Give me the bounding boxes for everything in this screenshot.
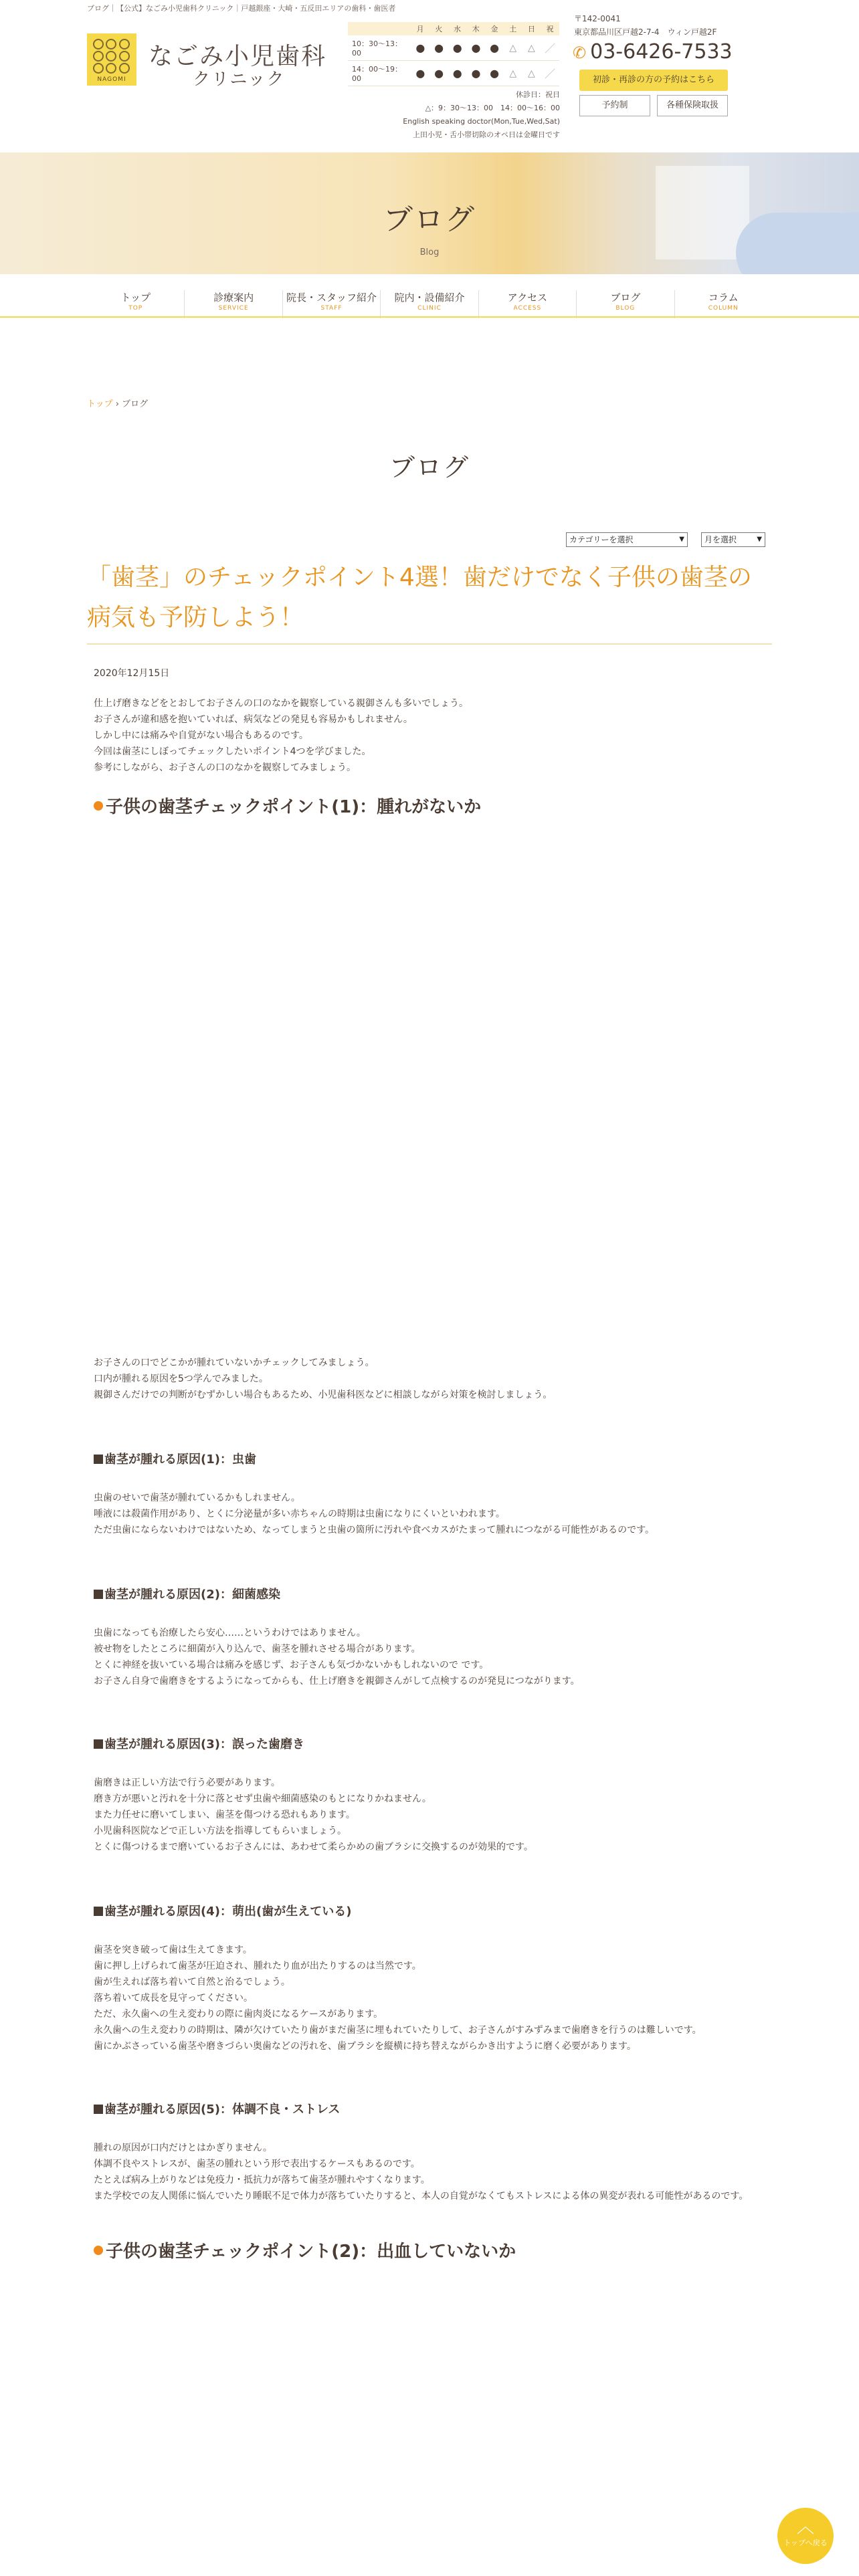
nav-item-clinic[interactable] (381, 290, 478, 318)
subsection-heading (94, 1735, 304, 1752)
text-line: お子さん自身で歯磨きをするようになってからも、仕上げ磨きを親御さんがして点検するのが発見につながります。 (94, 1676, 580, 1687)
partial-mark: △ (528, 42, 535, 53)
subsection-heading-text: 歯茎が腫れる原因(3)：誤った歯磨き (104, 1737, 304, 1751)
text-line: 虫歯のせいで歯茎が腫れているかもしれません。 (94, 1493, 300, 1503)
closed-mark: ／ (545, 68, 556, 80)
open-mark: ● (490, 41, 500, 54)
open-mark: ● (434, 67, 444, 80)
text-line: 仕上げ磨きなどをとおしてお子さんの口のなかを観察している親御さんも多いでしょう。 (94, 698, 468, 709)
text-line: 虫歯になっても治療したら安心……というわけではありません。 (94, 1628, 366, 1638)
site-title-strip: ブログ｜【公式】なごみ小児歯科クリニック｜戸越銀座・大崎・五反田エリアの歯科・歯医者 (87, 4, 396, 13)
text-line: 今回は歯茎にしぼってチェックしたいポイント4つを学びました。 (94, 746, 371, 757)
back-to-top-label: トップへ戻る (783, 2539, 828, 2547)
clinic-name-sub[interactable]: クリニック (193, 70, 286, 90)
hours-time: 14：00〜19：00 (352, 65, 402, 83)
address (574, 12, 717, 39)
article-image (94, 829, 763, 1351)
category-select-value: カテゴリーを選択 (569, 535, 634, 544)
clinic-logo[interactable] (87, 33, 136, 86)
nav-label: 診療案内 (213, 292, 254, 304)
day-thu: 木 (472, 25, 480, 33)
text-line: 歯にかぶさっている歯茎や磨きづらい奥歯などの汚れを、歯ブラシを縦横に持ち替えながらかき出すように磨く必要があります。 (94, 2041, 636, 2052)
chevron-down-icon: ▼ (757, 536, 762, 543)
subsection-heading-text: 歯茎が腫れる原因(1)：虫歯 (104, 1453, 256, 1467)
text-line: しかし中には痛みや自覚がない場合もあるのです。 (94, 730, 308, 741)
square-bullet-icon (94, 1739, 103, 1749)
day-wed: 水 (454, 25, 462, 33)
partial-mark: △ (528, 68, 535, 79)
subsection-heading (94, 2100, 340, 2117)
first-visit-button[interactable]: 初診・再診の方の予約はこちら (579, 70, 728, 91)
nav-divider (0, 316, 859, 318)
text-line: 小児歯科医院などで正しい方法を指導してもらいましょう。 (94, 1826, 347, 1836)
nav-item-blog[interactable] (577, 290, 674, 318)
nav-label: 院長・スタッフ紹介 (286, 292, 377, 304)
hours-header-row (348, 22, 559, 35)
insurance-button[interactable]: 各種保険取扱 (657, 95, 728, 116)
hours-time: 10：30〜13：00 (352, 39, 402, 58)
text-line: また力任せに磨いてしまい、歯茎を傷つける恐れもあります。 (94, 1810, 355, 1820)
text-line: 歯磨きは正しい方法で行う必要があります。 (94, 1778, 280, 1788)
text-line: 歯に押し上げられて歯茎が圧迫され、腫れたり血が出たりするのは当然です。 (94, 1961, 421, 1971)
article-paragraph (94, 1942, 763, 2054)
square-bullet-icon (94, 2105, 103, 2114)
breadcrumb-separator: › (115, 399, 119, 409)
subsection-heading-text: 歯茎が腫れる原因(2)：細菌感染 (104, 1588, 280, 1602)
chevron-down-icon: ▼ (679, 536, 684, 543)
article-paragraph (94, 1490, 763, 1538)
square-bullet-icon (94, 1590, 103, 1599)
article-paragraph (94, 1355, 763, 1403)
text-line: 磨き方が悪いと汚れを十分に落とせず虫歯や細菌感染のもとになりかねません。 (94, 1794, 432, 1804)
article-paragraph (94, 2140, 763, 2204)
hero-banner (0, 152, 859, 274)
subsection-heading-text: 歯茎が腫れる原因(4)：萌出(歯が生えている) (104, 1905, 352, 1919)
text-line: 腫れの原因が口内だけとはかぎりません。 (94, 2143, 272, 2153)
text-line: 歯が生えれば落ち着いて自然と治るでしょう。 (94, 1977, 290, 1988)
nav-label-en: STAFF (320, 305, 343, 312)
subsection-heading (94, 1585, 280, 1602)
partial-mark: △ (509, 68, 517, 79)
open-mark: ● (471, 41, 481, 54)
hours-notes (403, 88, 560, 142)
nav-label: ブログ (610, 292, 641, 304)
breadcrumb-home-link[interactable]: トップ (87, 399, 113, 409)
text-line: 被せ物をしたところに細菌が入り込んで、歯茎を腫れさせる場合があります。 (94, 1644, 421, 1654)
nav-label: 院内・設備紹介 (394, 292, 465, 304)
text-line: 口内が腫れる原因を5つ学んでみました。 (94, 1374, 268, 1384)
open-mark: ● (434, 41, 444, 54)
section-heading-text: 子供の歯茎チェックポイント(1)：腫れがないか (106, 797, 482, 817)
hero-subtitle: Blog (419, 247, 440, 257)
nav-item-top[interactable] (87, 290, 185, 318)
article-title: 「歯茎」のチェックポイント4選！歯だけでなく子供の歯茎の病気も予防しよう！ (87, 564, 752, 631)
open-mark: ● (415, 41, 425, 54)
day-mon: 月 (416, 25, 424, 33)
square-bullet-icon (94, 1455, 103, 1464)
phone-number: 03-6426-7533 (590, 40, 733, 64)
square-bullet-icon (94, 1907, 103, 1916)
back-to-top-button[interactable] (777, 2508, 834, 2564)
text-line: 親御さんだけでの判断がむずかしい場合もあるため、小児歯科医などに相談しながら対策を検討しましょう。 (94, 1390, 553, 1400)
day-fri: 金 (490, 25, 498, 33)
phone-link[interactable] (573, 40, 733, 64)
closed-mark: ／ (545, 42, 556, 55)
open-mark: ● (490, 67, 500, 80)
section-heading (94, 793, 481, 818)
holiday-note: 休診日：祝日 (516, 90, 560, 99)
day-sat: 土 (509, 25, 517, 33)
nav-label-en: SERVICE (218, 305, 249, 312)
nav-label-en: TOP (128, 305, 143, 312)
subsection-heading-text: 歯茎が腫れる原因(5)：体調不良・ストレス (104, 2103, 341, 2117)
subsection-heading (94, 1902, 351, 1919)
category-select[interactable] (566, 532, 688, 547)
hours-row-morning (348, 35, 559, 61)
nav-label: コラム (708, 292, 739, 304)
text-line: 歯茎を突き破って歯は生えてきます。 (94, 1945, 252, 1955)
title-divider (87, 643, 772, 645)
section-heading-text: 子供の歯茎チェックポイント(2)：出血していないか (106, 2242, 516, 2262)
text-line: お子さんが違和感を抱いていれば、病気などの発見も容易かもしれません。 (94, 714, 413, 725)
open-mark: ● (452, 41, 462, 54)
logo-text: NAGOMI (97, 76, 126, 83)
nav-item-access[interactable] (479, 290, 577, 318)
triangle-note: △：9：30〜13：00 14：00〜16：00 (425, 104, 560, 112)
chevron-up-icon: ︿ (796, 2517, 814, 2537)
clinic-name[interactable]: なごみ小児歯科 (149, 43, 327, 70)
nav-label: トップ (120, 292, 151, 304)
nav-label-en: CLINIC (417, 305, 442, 312)
text-line: 永久歯への生え変わりの時期は、隣が欠けていたり歯がまだ歯茎に埋もれていたりして、お子さんがすみずみまで歯磨きを行うのは難しいです。 (94, 2025, 702, 2036)
text-line: ただ虫歯にならないわけではないため、なってしまうと虫歯の箇所に汚れや食べカスがたまって腫れにつながる可能性があるのです。 (94, 1525, 655, 1535)
nav-item-service[interactable] (185, 290, 282, 318)
surgery-note: 上田小児・舌小帯切除のオペ日は金曜日です (413, 130, 560, 139)
month-select[interactable] (701, 532, 765, 547)
hero-title: ブログ (383, 203, 476, 237)
phone-icon: ✆ (573, 43, 587, 62)
text-line: 参考にしながら、お子さんの口のなかを観察してみましょう。 (94, 762, 356, 773)
hours-row-afternoon (348, 61, 559, 86)
text-line: ただ、永久歯への生え変わりの際に歯肉炎になるケースがあります。 (94, 2009, 383, 2020)
day-tue: 火 (435, 25, 443, 33)
breadcrumb (87, 397, 148, 409)
nav-label-en: BLOG (615, 305, 636, 312)
text-line: たとえば病み上がりなどは免疫力・抵抗力が落ちて歯茎が腫れやすくなります。 (94, 2175, 430, 2185)
open-mark: ● (452, 67, 462, 80)
nav-label: アクセス (507, 292, 548, 304)
article-intro (94, 695, 763, 776)
nav-label-en: COLUMN (708, 305, 739, 312)
bullet-icon (94, 2246, 103, 2255)
partial-mark: △ (509, 42, 517, 53)
street-address: 東京都品川区戸越2-7-4 ウィン戸越2F (574, 27, 717, 37)
nav-label-en: ACCESS (513, 305, 542, 312)
nav-item-column[interactable] (675, 290, 772, 318)
page-title: ブログ (389, 453, 470, 482)
global-nav (87, 290, 772, 318)
text-line: 唾液には殺菌作用があり、とくに分泌量が多い赤ちゃんの時期は虫歯になりにくいといわれます。 (94, 1509, 505, 1519)
subsection-heading (94, 1450, 256, 1467)
text-line: とくに傷つけるまで磨いているお子さんには、あわせて柔らかめの歯ブラシに交換するのが効果的です。 (94, 1842, 533, 1852)
article-paragraph (94, 1775, 763, 1855)
month-select-value: 月を選択 (704, 535, 737, 544)
text-line: お子さんの口でどこかが腫れていないかチェックしてみましょう。 (94, 1358, 375, 1368)
hours-table (348, 22, 559, 86)
day-holiday: 祝 (546, 25, 554, 33)
nav-item-staff[interactable] (283, 290, 381, 318)
postal-code: 〒142-0041 (574, 14, 621, 23)
reservation-button[interactable]: 予約制 (579, 95, 650, 116)
logo-mark-icon (93, 39, 130, 71)
english-note: English speaking doctor(Mon,Tue,Wed,Sat) (403, 117, 560, 126)
section-heading (94, 2238, 516, 2262)
open-mark: ● (415, 67, 425, 80)
bullet-icon (94, 801, 103, 811)
day-sun: 日 (527, 25, 535, 33)
text-line: とくに神経を抜いている場合は痛みを感じず、お子さんも気づかないかもしれないので です。 (94, 1660, 489, 1671)
article-paragraph (94, 1625, 763, 1689)
text-line: 落ち着いて成長を見守ってください。 (94, 1993, 253, 2004)
breadcrumb-current: ブログ (122, 399, 149, 409)
text-line: また学校での友人関係に悩んでいたり睡眠不足で体力が落ちていたりすると、本人の自覚がなくてもストレスによる体の異変が表れる可能性があるのです。 (94, 2191, 749, 2202)
article-date: 2020年12月15日 (94, 668, 170, 679)
open-mark: ● (471, 67, 481, 80)
text-line: 体調不良やストレスが、歯茎の腫れという形で表出するケースもあるのです。 (94, 2159, 420, 2169)
